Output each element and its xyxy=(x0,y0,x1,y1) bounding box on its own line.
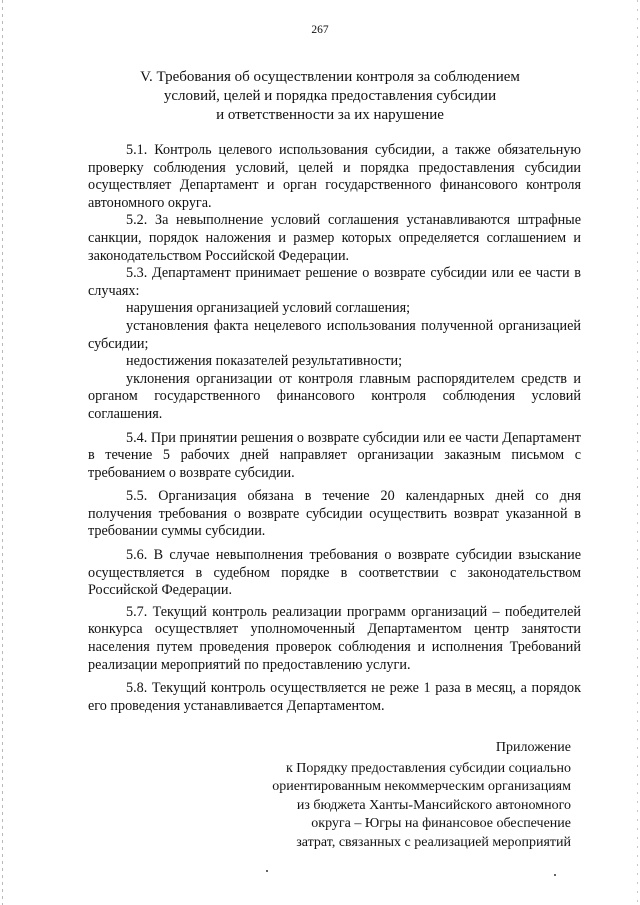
paragraph-5-1: 5.1. Контроль целевого использования субсидии, а также обязательную проверку соблюдения условий, целей и порядка предоставления субсидии осуществляет Департамент и орган государственного финансового контроля автономного округа. xyxy=(88,142,581,211)
paragraph-5-3: 5.3. Департамент принимает решение о возврате субсидии или ее части в случаях: xyxy=(88,265,581,299)
appendix-block xyxy=(211,739,571,852)
heading-line: V. Требования об осуществлении контроля за соблюдением xyxy=(140,69,520,85)
scan-edge-right xyxy=(637,0,638,905)
appendix-line: затрат, связанных с реализацией мероприятий xyxy=(296,834,571,850)
list-item: уклонения организации от контроля главным распорядителем средств и органом государственного финансового контроля соблюдения условий соглашения. xyxy=(88,370,581,422)
appendix-line: округа – Югры на финансовое обеспечение xyxy=(311,816,571,831)
paragraph-5-2: 5.2. За невыполнение условий соглашения устанавливаются штрафные санкции, порядок наложения и размер которых определяется соглашением и законодательством Российской Федерации. xyxy=(88,212,581,264)
body-text xyxy=(88,142,581,715)
appendix-line: к Порядку предоставления субсидии социально xyxy=(285,760,571,776)
scan-speck xyxy=(554,874,556,876)
heading-line: условий, целей и порядка предоставления субсидии xyxy=(163,88,497,104)
paragraph-5-7: 5.7. Текущий контроль реализации программ организаций – победителей конкурса осуществляет уполномоченный Департаментом центр занятости населения путем проведения проверок соблюдения и исполнения Требований реализации мероприятий по предоставлению услуги. xyxy=(88,603,581,673)
paragraph-5-6: 5.6. В случае невыполнения требования о возврате субсидии взыскание осуществляется в судебном порядке в соответствии с законодательством Российской Федерации. xyxy=(88,547,581,599)
heading-line: и ответственности за их нарушение xyxy=(216,107,444,123)
paragraph-5-5: 5.5. Организация обязана в течение 20 календарных дней со дня получения требования о возврате субсидии осуществить возврат указанной в требовании суммы субсидии. xyxy=(88,488,581,540)
section-heading xyxy=(60,68,600,125)
appendix-title: Приложение xyxy=(495,740,571,755)
list-item: нарушения организацией условий соглашения; xyxy=(126,300,411,317)
list-item: установления факта нецелевого использования полученной организацией субсидии; xyxy=(88,317,581,352)
list-item: недостижения показателей результативности; xyxy=(126,353,403,370)
appendix-line: ориентированным некоммерческим организациям xyxy=(272,779,571,794)
paragraph-5-8: 5.8. Текущий контроль осуществляется не реже 1 раза в месяц, а порядок его проведения устанавливается Департаментом. xyxy=(88,680,581,714)
appendix-line: из бюджета Ханты-Мансийского автономного xyxy=(296,797,571,813)
page-number: 267 xyxy=(311,24,329,36)
paragraph-5-4: 5.4. При принятии решения о возврате субсидии или ее части Департамент в течение 5 рабочих дней направляет организации заказным письмом с требованием о возврате субсидии. xyxy=(88,429,581,481)
scan-edge-left xyxy=(2,0,3,905)
scan-speck xyxy=(266,870,268,872)
